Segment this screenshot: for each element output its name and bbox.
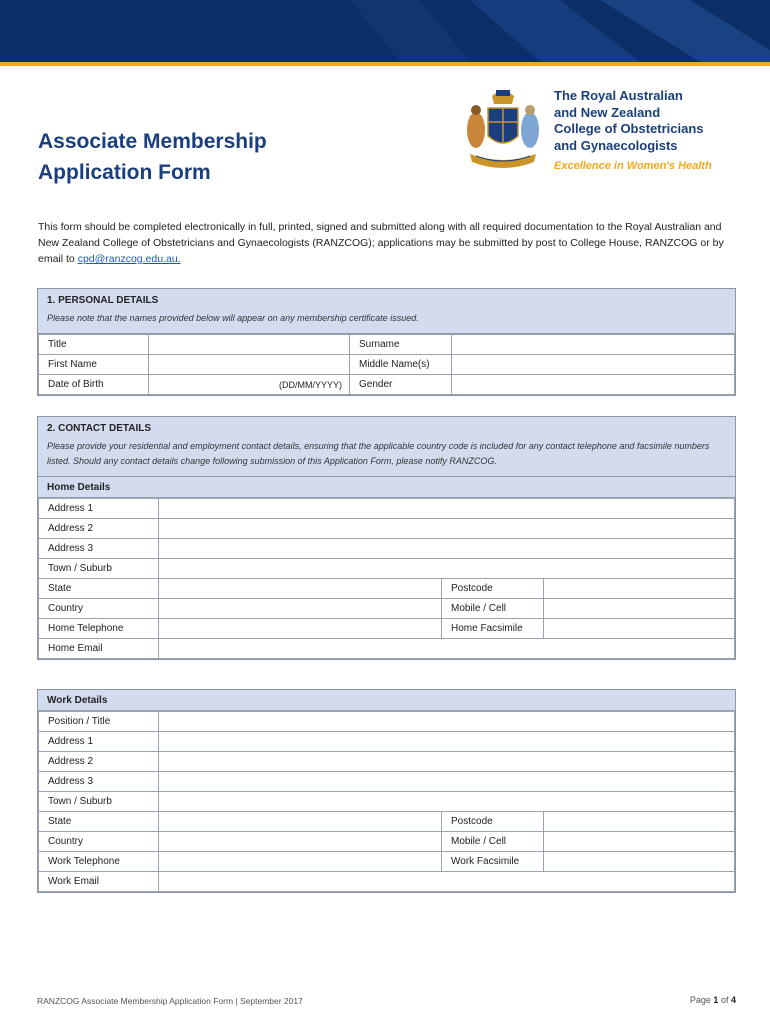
- work-address1-label: Address 1: [39, 732, 159, 752]
- work-details-table: [38, 711, 735, 892]
- work-email-field[interactable]: [159, 872, 735, 892]
- home-telephone-field[interactable]: [159, 619, 442, 639]
- home-facsimile-field[interactable]: [544, 619, 735, 639]
- work-position-label: Position / Title: [39, 712, 159, 732]
- work-state-field[interactable]: [159, 812, 442, 832]
- first-name-field[interactable]: [149, 355, 350, 375]
- work-facsimile-field[interactable]: [544, 852, 735, 872]
- work-telephone-field[interactable]: [159, 852, 442, 872]
- middle-names-field[interactable]: [452, 355, 735, 375]
- work-position-field[interactable]: [159, 712, 735, 732]
- home-address3-label: Address 3: [39, 539, 159, 559]
- table-row: [39, 519, 735, 539]
- home-mobile-label: Mobile / Cell: [442, 599, 544, 619]
- work-address2-field[interactable]: [159, 752, 735, 772]
- table-row: [39, 559, 735, 579]
- table-row: [39, 812, 735, 832]
- table-row: [39, 335, 735, 355]
- personal-details-section: [37, 288, 736, 396]
- page-title-line1: Associate Membership: [38, 130, 267, 153]
- gender-label: Gender: [350, 375, 452, 395]
- work-address2-label: Address 2: [39, 752, 159, 772]
- surname-field[interactable]: [452, 335, 735, 355]
- table-row: [39, 732, 735, 752]
- home-address2-label: Address 2: [39, 519, 159, 539]
- work-mobile-field[interactable]: [544, 832, 735, 852]
- home-address2-field[interactable]: [159, 519, 735, 539]
- work-details-heading: Work Details: [38, 690, 735, 711]
- dob-label: Date of Birth: [39, 375, 149, 395]
- college-name-line1: The Royal Australian: [554, 88, 683, 103]
- home-town-field[interactable]: [159, 559, 735, 579]
- college-name: [554, 88, 712, 175]
- table-row: [39, 752, 735, 772]
- home-facsimile-label: Home Facsimile: [442, 619, 544, 639]
- contact-details-section: [37, 416, 736, 660]
- page-current: 1: [713, 995, 719, 1005]
- table-row: [39, 832, 735, 852]
- college-name-line3: College of Obstetricians: [554, 121, 704, 136]
- table-row: [39, 355, 735, 375]
- home-address3-field[interactable]: [159, 539, 735, 559]
- page-word: Page: [689, 995, 711, 1005]
- work-telephone-label: Work Telephone: [39, 852, 159, 872]
- table-row: [39, 375, 735, 395]
- home-state-field[interactable]: [159, 579, 442, 599]
- home-details-heading: Home Details: [38, 477, 735, 498]
- home-state-label: State: [39, 579, 159, 599]
- title-label: Title: [39, 335, 149, 355]
- table-row: [39, 712, 735, 732]
- dob-field[interactable]: [149, 375, 350, 395]
- middle-names-label: Middle Name(s): [350, 355, 452, 375]
- work-details-section: [37, 689, 736, 893]
- page-of: of: [720, 995, 729, 1005]
- table-row: [39, 579, 735, 599]
- college-tagline: Excellence in Women's Health: [554, 160, 712, 172]
- surname-label: Surname: [350, 335, 452, 355]
- college-crest-icon: [462, 84, 544, 176]
- footer-text: RANZCOG Associate Membership Application Form | September 2017: [37, 996, 303, 1006]
- home-country-field[interactable]: [159, 599, 442, 619]
- table-row: [39, 499, 735, 519]
- home-email-field[interactable]: [159, 639, 735, 659]
- page-number: [690, 995, 736, 1005]
- work-address3-field[interactable]: [159, 772, 735, 792]
- section-title: 1. PERSONAL DETAILS: [47, 295, 159, 306]
- work-country-label: Country: [39, 832, 159, 852]
- banner-stripe: [0, 62, 770, 66]
- header-banner: [0, 0, 770, 62]
- personal-details-header: [38, 289, 735, 334]
- table-row: [39, 872, 735, 892]
- table-row: [39, 792, 735, 812]
- home-mobile-field[interactable]: [544, 599, 735, 619]
- table-row: [39, 539, 735, 559]
- home-town-label: Town / Suburb: [39, 559, 159, 579]
- work-country-field[interactable]: [159, 832, 442, 852]
- home-telephone-label: Home Telephone: [39, 619, 159, 639]
- intro-text: [38, 219, 738, 267]
- work-town-label: Town / Suburb: [39, 792, 159, 812]
- intro-body: This form should be completed electronically in full, printed, signed and submitted along with all required documentation to the Royal Australian and New Zealand College of Obstetricians and Gynaecologists (RANZCOG); applications may be submitted by post to College House, RANZCOG or by email to: [38, 221, 724, 265]
- work-address1-field[interactable]: [159, 732, 735, 752]
- page-total: 4: [730, 995, 736, 1005]
- table-row: [39, 772, 735, 792]
- work-email-label: Work Email: [39, 872, 159, 892]
- home-country-label: Country: [39, 599, 159, 619]
- work-state-label: State: [39, 812, 159, 832]
- work-postcode-field[interactable]: [544, 812, 735, 832]
- home-details-table: [38, 498, 735, 659]
- personal-details-table: [38, 334, 735, 395]
- table-row: [39, 599, 735, 619]
- page-title-line2: Application Form: [38, 161, 211, 184]
- work-mobile-label: Mobile / Cell: [442, 832, 544, 852]
- dob-hint: (DD/MM/YYYY): [279, 379, 342, 390]
- table-row: [39, 639, 735, 659]
- home-postcode-field[interactable]: [544, 579, 735, 599]
- section-note: Please provide your residential and employment contact details, ensuring that the applicable country code is included for any contact telephone and facsimile numbers listed. Should any contact details change following submission of this Application Form, please notify RANZCOG.: [47, 441, 710, 466]
- work-town-field[interactable]: [159, 792, 735, 812]
- banner-decoration-icon: [0, 0, 770, 62]
- table-row: [39, 852, 735, 872]
- page-title: [38, 126, 267, 188]
- work-facsimile-label: Work Facsimile: [442, 852, 544, 872]
- table-row: [39, 619, 735, 639]
- contact-details-header: [38, 417, 735, 477]
- title-field[interactable]: [149, 335, 350, 355]
- home-email-label: Home Email: [39, 639, 159, 659]
- work-address3-label: Address 3: [39, 772, 159, 792]
- email-link[interactable]: cpd@ranzcog.edu.au.: [77, 253, 181, 265]
- gender-field[interactable]: [452, 375, 735, 395]
- home-address1-label: Address 1: [39, 499, 159, 519]
- college-name-line2: and New Zealand: [554, 104, 661, 120]
- college-name-line4: and Gynaecologists: [554, 137, 678, 153]
- section-note: Please note that the names provided below will appear on any membership certificate issued.: [47, 313, 419, 323]
- home-address1-field[interactable]: [159, 499, 735, 519]
- first-name-label: First Name: [39, 355, 149, 375]
- section-title: 2. CONTACT DETAILS: [47, 423, 152, 434]
- home-postcode-label: Postcode: [442, 579, 544, 599]
- work-postcode-label: Postcode: [442, 812, 544, 832]
